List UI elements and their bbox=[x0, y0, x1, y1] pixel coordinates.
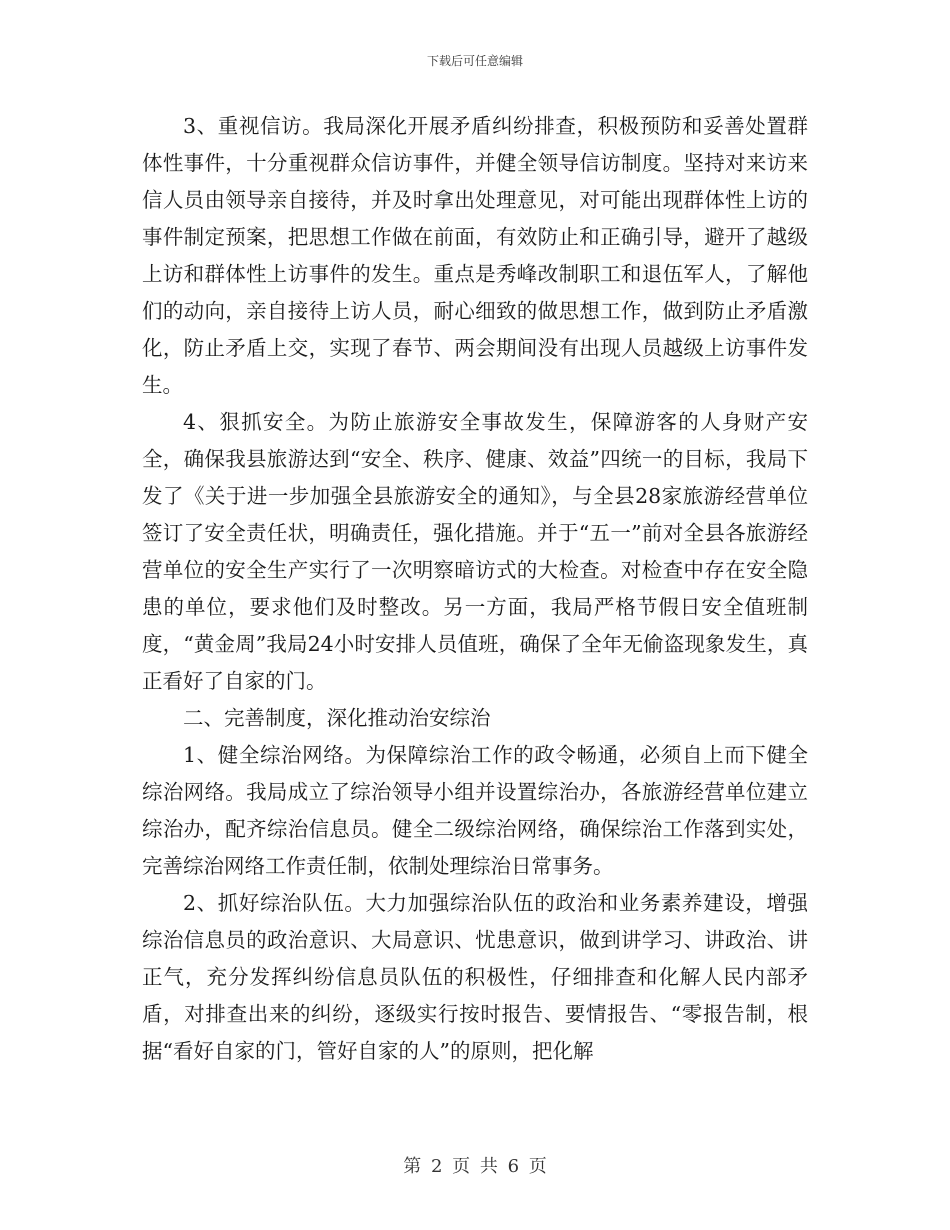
document-body bbox=[142, 108, 808, 1070]
page-header: 下载后可任意编辑 bbox=[426, 54, 523, 68]
paragraph-safety: 4、狠抓安全。为防止旅游安全事故发生，保障游客的人身财产安全，确保我县旅游达到“安全、秩序、健康、效益”四统一的目标，我局下发了《关于进一步加强全县旅游安全的通知》，与全县28家旅游经营单位签订了安全责任状，明确责任，强化措施。并于“五一”前对全县各旅游经营单位的安全生产实行了一次明察暗访式的大检查。对检查中存在安全隐患的单位，要求他们及时整改。另一方面，我局严格节假日安全值班制度，“黄金周”我局24小时安排人员值班，确保了全年无偷盗现象发生，真正看好了自家的门。 bbox=[142, 410, 808, 693]
section-heading: 二、完善制度，深化推动治安综治 bbox=[183, 706, 491, 730]
page-footer: 第 2 页 共 6 页 bbox=[403, 1156, 547, 1177]
paragraph-petition: 3、重视信访。我局深化开展矛盾纠纷排查，积极预防和妥善处置群体性事件，十分重视群众信访事件，并健全领导信访制度。坚持对来访来信人员由领导亲自接待，并及时拿出处理意见，对可能出现群体性上访的事件制定预案，把思想工作做在前面，有效防止和正确引导，避开了越级上访和群体性上访事件的发生。重点是秀峰改制职工和退伍军人，了解他们的动向，亲自接待上访人员，耐心细致的做思想工作，做到防止矛盾激化，防止矛盾上交，实现了春节、两会期间没有出现人员越级上访事件发生。 bbox=[142, 114, 808, 397]
paragraph-team: 2、抓好综治队伍。大力加强综治队伍的政治和业务素养建设，增强综治信息员的政治意识、大局意识、忧患意识，做到讲学习、讲政治、讲正气，充分发挥纠纷信息员队伍的积极性，仔细排查和化解人民内部矛盾，对排查出来的纠纷，逐级实行按时报告、要情报告、“零报告制，根据“看好自家的门，管好自家的人”的原则，把化解 bbox=[142, 891, 808, 1063]
paragraph-network: 1、健全综治网络。为保障综治工作的政令畅通，必须自上而下健全综治网络。我局成立了综治领导小组并设置综治办，各旅游经营单位建立综治办，配齐综治信息员。健全二级综治网络，确保综治工作落到实处，完善综治网络工作责任制，依制处理综治日常事务。 bbox=[142, 743, 808, 878]
